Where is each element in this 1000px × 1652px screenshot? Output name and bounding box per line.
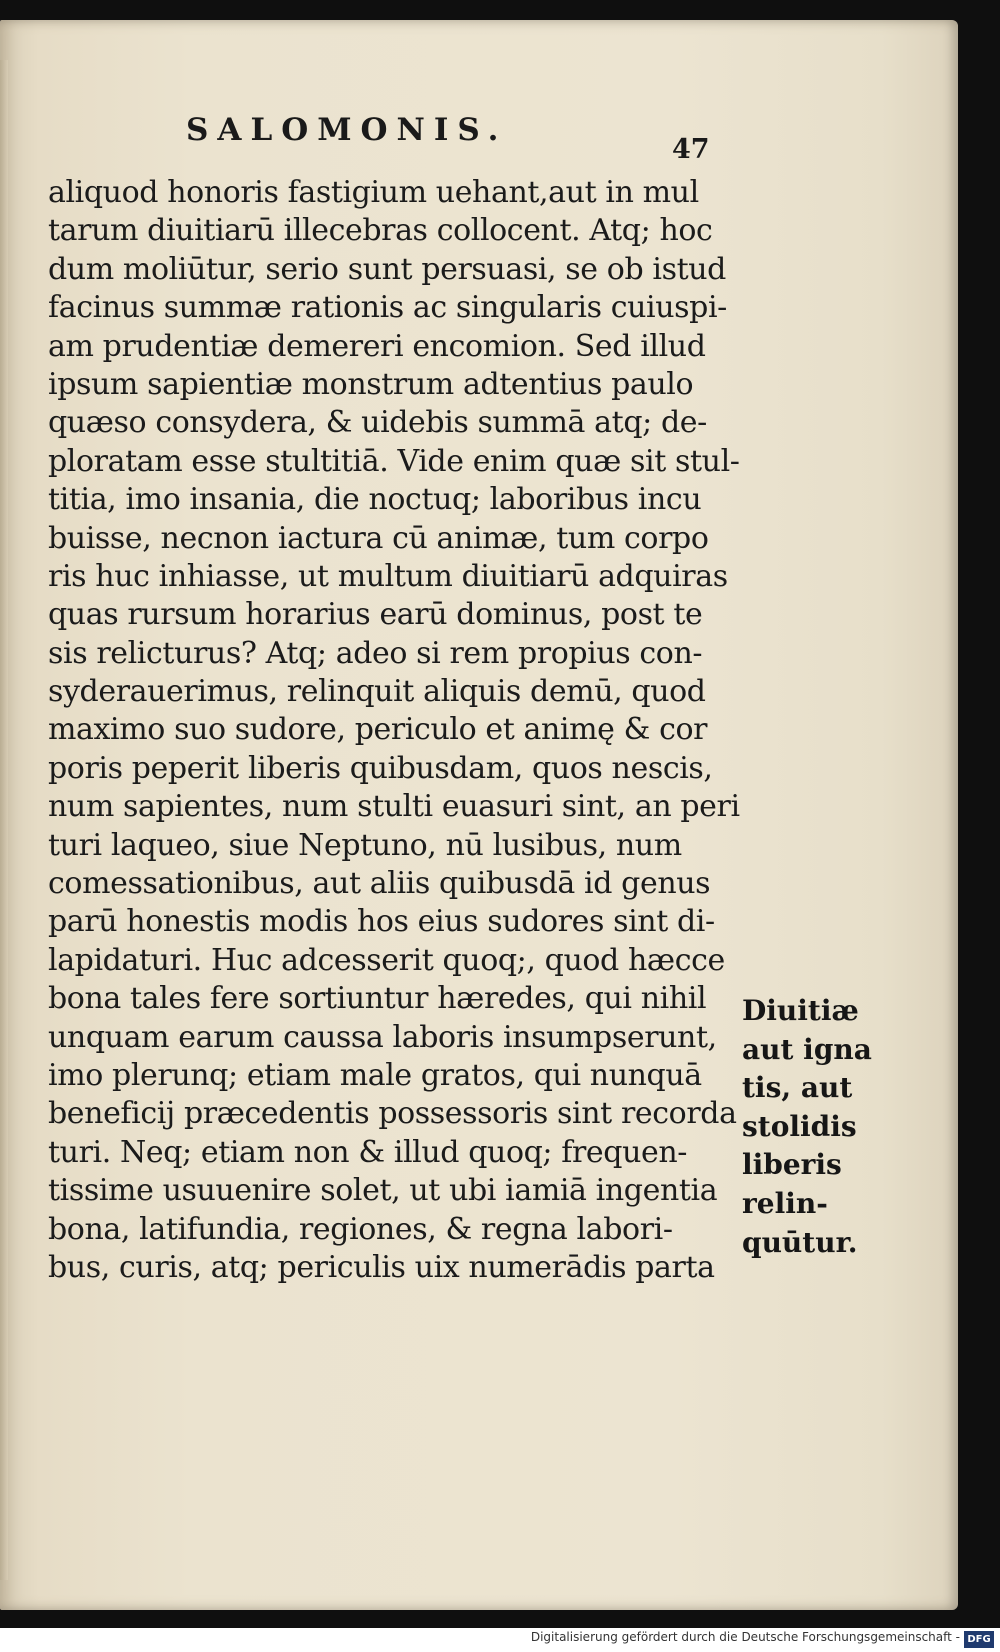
- text-line: ploratam esse stultitiā. Vide enim quæ sit stul-: [48, 443, 740, 479]
- text-line: bona, latifundia, regiones, & regna labori-: [48, 1211, 673, 1247]
- text-line: quæso consydera, & uidebis summā atq; de-: [48, 405, 707, 441]
- margin-note-line: tis, aut: [742, 1071, 853, 1105]
- text-line: facinus summæ rationis ac singularis cuiuspi-: [48, 290, 727, 326]
- text-line: poris peperit liberis quibusdam, quos nescis,: [48, 750, 713, 786]
- text-line: dum moliūtur, serio sunt persuasi, se ob istud: [48, 251, 726, 287]
- text-line: ipsum sapientiæ monstrum adtentius paulo: [48, 366, 694, 402]
- text-line: ris huc inhiasse, ut multum diuitiarū adquiras: [48, 558, 728, 594]
- running-head: SALOMONIS.: [186, 112, 508, 148]
- text-line: tarum diuitiarū illecebras collocent. Atq; hoc: [48, 213, 713, 249]
- text-line: bus, curis, atq; periculis uix numerādis parta: [48, 1249, 715, 1285]
- footer-bar: [0, 1628, 1000, 1652]
- body-text-block: [48, 174, 748, 1287]
- text-line: am prudentiæ demereri encomion. Sed illud: [48, 328, 706, 364]
- text-line: syderauerimus, relinquit aliquis demū, quod: [48, 674, 706, 710]
- text-line: aliquod honoris fastigium uehant,aut in mul: [48, 175, 699, 210]
- margin-note-line: stolidis: [742, 1109, 857, 1143]
- text-line: turi laqueo, siue Neptuno, nū lusibus, num: [48, 827, 682, 863]
- text-line: imo plerunq; etiam male gratos, qui nunquā: [48, 1057, 702, 1093]
- margin-note-line: liberis: [742, 1148, 842, 1182]
- margin-note-line: aut igna: [742, 1032, 872, 1066]
- text-line: tissime usuuenire solet, ut ubi iamiā ingentia: [48, 1173, 718, 1209]
- text-line: buisse, necnon iactura cū animæ, tum corpo: [48, 520, 709, 556]
- page-gutter-edge: [0, 60, 8, 1580]
- text-line: num sapientes, num stulti euasuri sint, an peri: [48, 789, 740, 825]
- text-line: turi. Neq; etiam non & illud quoq; frequen-: [48, 1134, 688, 1170]
- text-line: beneficij præcedentis possessoris sint recorda: [48, 1096, 737, 1132]
- margin-note-line: Diuitiæ: [742, 994, 859, 1027]
- text-line: quas rursum horarius earū dominus, post te: [48, 597, 703, 633]
- digitization-credit: Digitalisierung gefördert durch die Deutsche Forschungsgemeinschaft -: [530, 1630, 960, 1644]
- margin-note-line: quūtur.: [742, 1225, 858, 1259]
- text-line: bona tales fere sortiuntur hæredes, qui nihil: [48, 981, 707, 1017]
- page-number: 47: [672, 134, 710, 165]
- text-line: maximo suo sudore, periculo et animę & cor: [48, 712, 708, 748]
- text-line: comessationibus, aut aliis quibusdā id genus: [48, 866, 711, 902]
- text-line: unquam earum caussa laboris insumpserunt,: [48, 1019, 717, 1055]
- marginal-note: [742, 992, 892, 1262]
- text-line: titia, imo insania, die noctuq; laboribus incu: [48, 482, 702, 518]
- text-line: sis relicturus? Atq; adeo si rem propius con-: [48, 635, 703, 671]
- dfg-logo-badge: DFG: [964, 1631, 994, 1648]
- text-line: parū honestis modis hos eius sudores sint di-: [48, 904, 715, 940]
- text-line: lapidaturi. Huc adcesserit quoq;, quod hæcce: [48, 942, 725, 978]
- margin-note-line: relin-: [742, 1186, 828, 1220]
